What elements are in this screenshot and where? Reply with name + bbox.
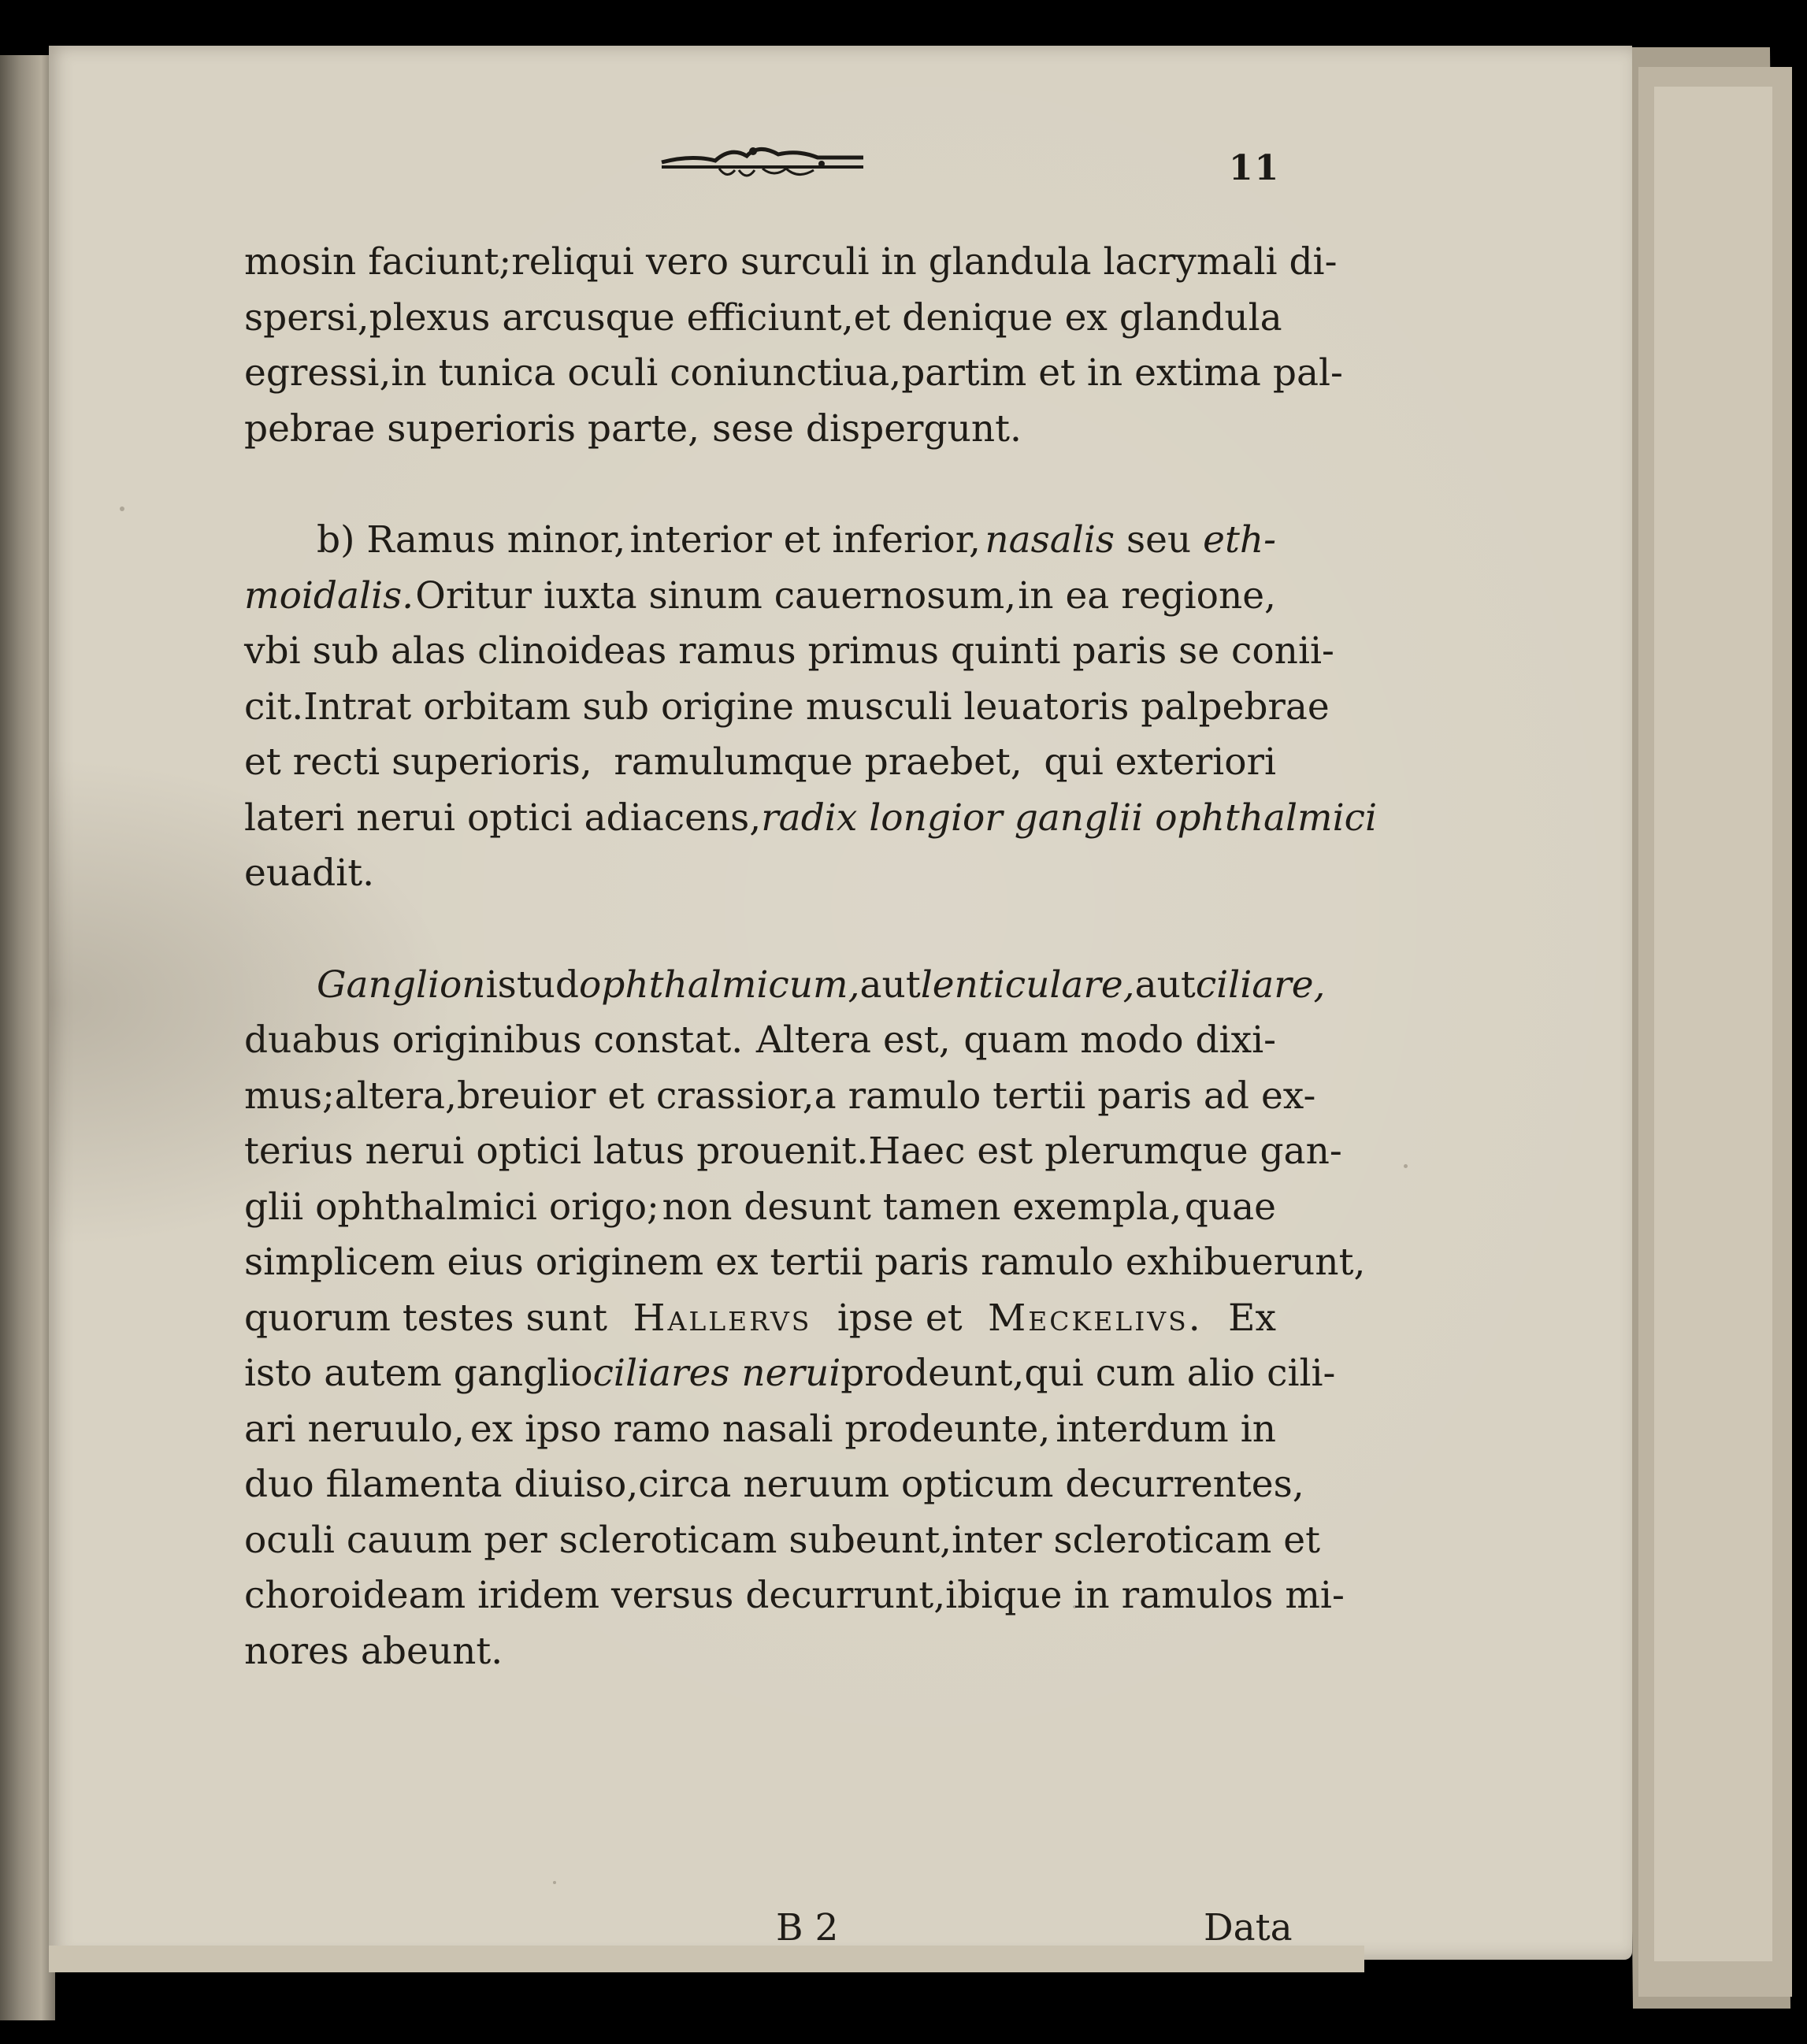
text-line: glii ophthalmici origo; non desunt tamen exempla, quae (244, 1185, 1276, 1229)
text-line: egressi, in tunica oculi coniunctiua, partim et in extima pal- (244, 351, 1343, 395)
text-line: lateri nerui optici adiacens, radix longior ganglii ophthalmici (244, 796, 1378, 840)
text-line: spersi, plexus arcusque efficiunt, et denique ex glandula (244, 295, 1282, 339)
text-line: choroideam iridem versus decurrunt, ibique in ramulos mi- (244, 1574, 1345, 1617)
text-line: oculi cauum per scleroticam subeunt, inter scleroticam et (244, 1518, 1321, 1562)
page-edge-layer (1654, 87, 1772, 1961)
text-line: moidalis. Oritur iuxta sinum cauernosum, in ea regione, (244, 573, 1276, 618)
catchword: Data (1204, 1906, 1293, 1949)
text-line: quorum testes sunt Hallervs ipse et Meckelivs. Ex (244, 1296, 1276, 1340)
text-line: cit. Intrat orbitam sub origine musculi leuatoris palpebrae (244, 684, 1330, 729)
verso-page-edge (0, 55, 55, 2020)
headpiece-ornament-icon (660, 140, 865, 189)
paper-speck (553, 1881, 556, 1884)
text-line: terius nerui optici latus prouenit. Haec est plerumque gan- (244, 1130, 1342, 1173)
text-line: vbi sub alas clinoideas ramus primus quinti paris se conii- (244, 629, 1334, 673)
text-line: Ganglion istud ophthalmicum, aut lenticulare, aut ciliare, (317, 963, 1326, 1007)
page-number: 11 (1229, 148, 1281, 188)
text-line: pebrae superioris parte, sese dispergunt. (244, 406, 1022, 451)
text-line: duo filamenta diuiso, circa neruum opticum decurrentes, (244, 1463, 1304, 1506)
text-line: isto autem ganglio ciliares nerui prodeunt, qui cum alio cili- (244, 1352, 1336, 1395)
text-line: et recti superioris, ramulumque praebet, qui exteriori (244, 740, 1276, 784)
text-line: simplicem eius originem ex tertii paris ramulo exhibuerunt, (244, 1241, 1366, 1284)
body-text (244, 235, 1378, 1679)
page-fold-strip (49, 1946, 1364, 1972)
text-line: mosin faciunt; reliqui vero surculi in glandula lacrymali di- (244, 240, 1338, 284)
text-line: mus; altera, breuior et crassior, a ramulo tertii paris ad ex- (244, 1074, 1316, 1118)
paper-speck (120, 506, 124, 511)
text-line: nores abeunt. (244, 1629, 503, 1673)
text-line: euadit. (244, 851, 375, 895)
text-line: ari neruulo, ex ipso ramo nasali prodeunte, interdum in (244, 1407, 1276, 1451)
paper-speck (1404, 1164, 1408, 1168)
text-line: duabus originibus constat. Altera est, quam modo dixi- (244, 1018, 1276, 1062)
signature-mark: B 2 (776, 1906, 839, 1949)
text-line: b) Ramus minor, interior et inferior, nasalis seu eth- (317, 518, 1276, 562)
